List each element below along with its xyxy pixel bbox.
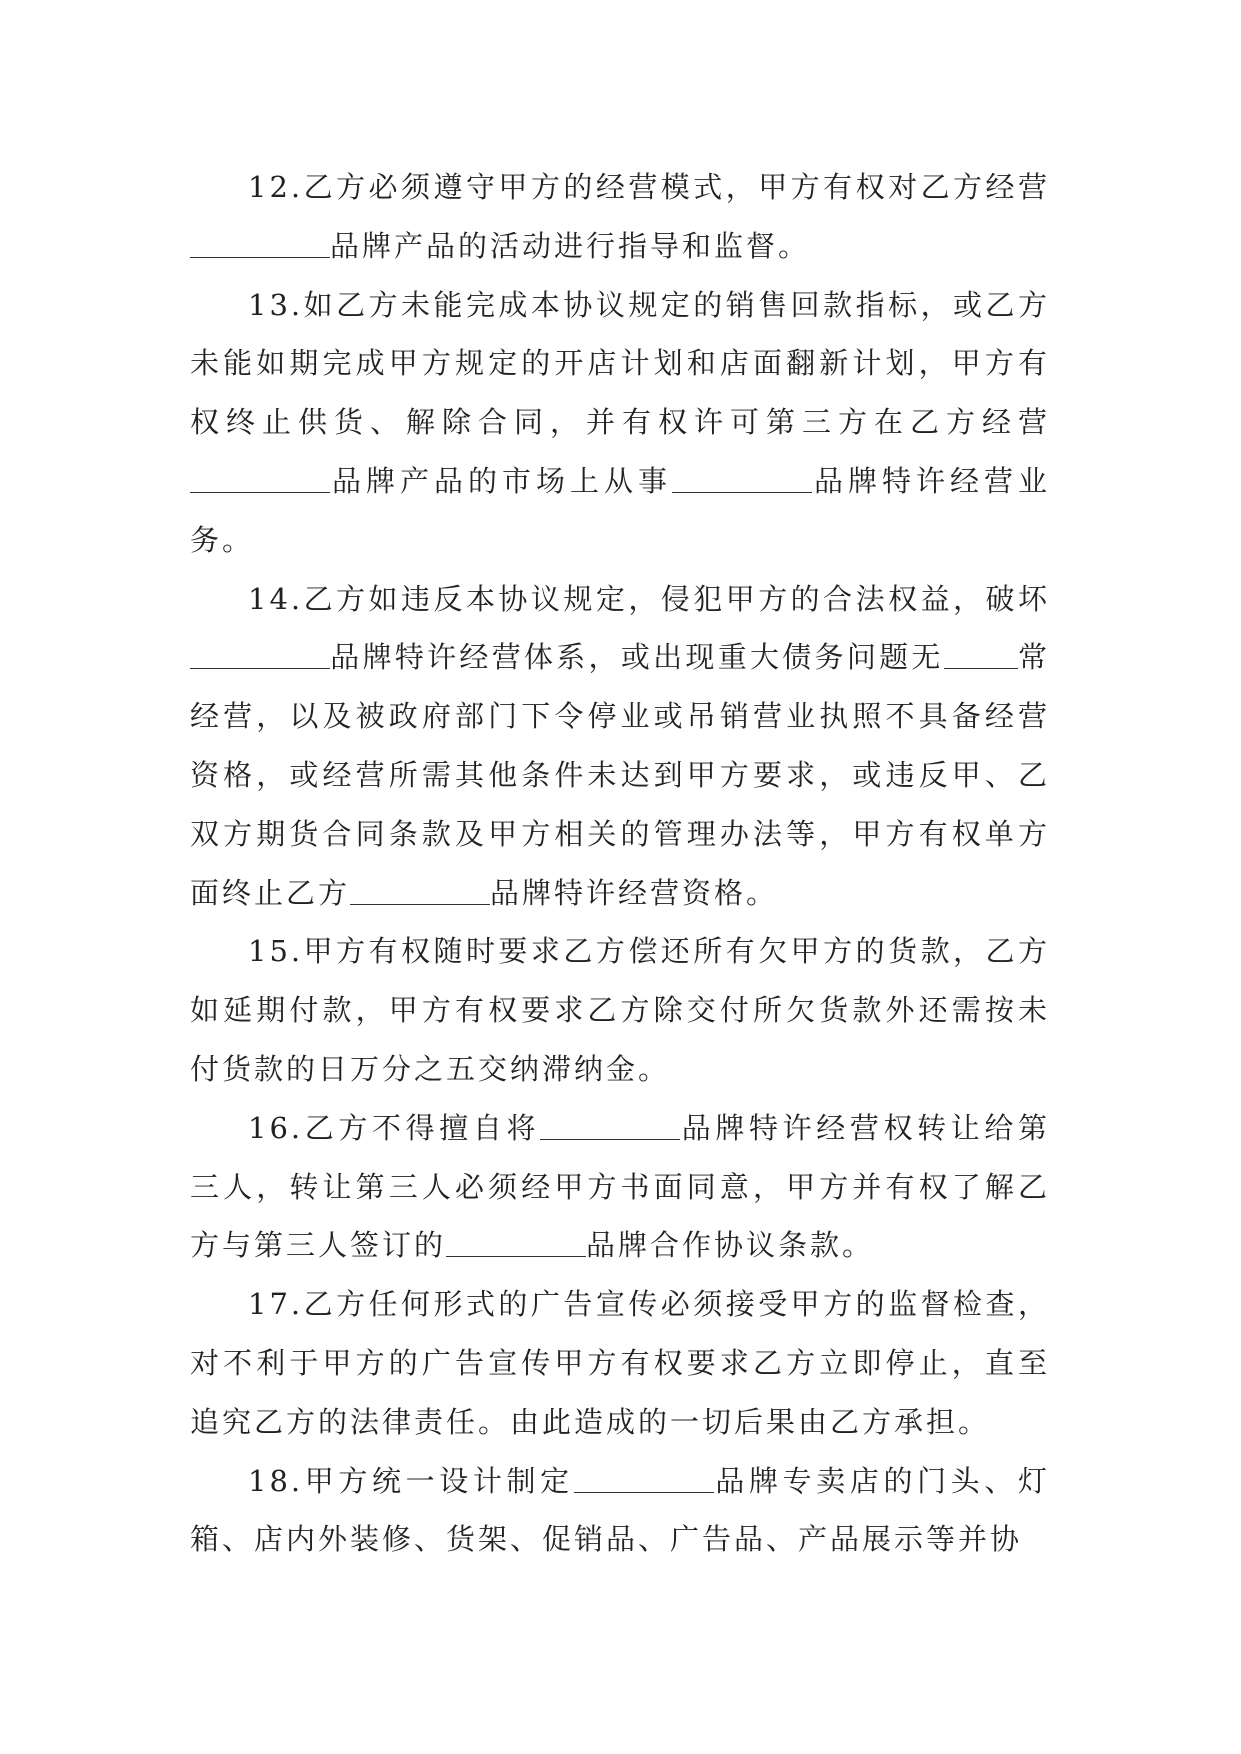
clause-15: [190, 922, 1050, 1098]
clause-text: 13.如乙方未能完成本协议规定的销售回款指标，或乙方未能如期完成甲方规定的开店计划和店面翻新计划，甲方有权终止供货、解除合同，并有权许可第三方在乙方经营: [190, 287, 1050, 440]
fill-in-blank: [574, 1463, 714, 1493]
clause-text: 品牌合作协议条款。: [586, 1228, 875, 1263]
clause-text: 14.乙方如违反本协议规定，侵犯甲方的合法权益，破坏: [248, 581, 1050, 616]
clause-text: 品牌产品的市场上从事: [330, 463, 672, 498]
clause-16: [190, 1099, 1050, 1275]
fill-in-blank: [190, 228, 330, 258]
fill-in-blank: [672, 463, 812, 493]
fill-in-blank: [190, 463, 330, 493]
clause-text: 常经营，以及被政府部门下令停业或吊销营业执照不具备经营资格，或经营所需其他条件未达到甲方要求，或违反甲、乙双方期货合同条款及甲方相关的管理办法等，甲方有权单方面终止乙方: [190, 640, 1050, 910]
clause-text: 12.乙方必须遵守甲方的经营模式，甲方有权对乙方经营: [248, 170, 1050, 204]
clause-text: 品牌特许经营业务。: [190, 463, 1050, 557]
clause-text: 品牌专卖店的门头、灯箱、店内外装修、货架、促销品、广告品、产品展示等并协: [190, 1463, 1050, 1557]
clause-text: 品牌特许经营资格。: [490, 875, 779, 910]
clause-text: 17.乙方任何形式的广告宣传必须接受甲方的监督检查，对不利于甲方的广告宣传甲方有权要求乙方立即停止，直至追究乙方的法律责任。由此造成的一切后果由乙方承担。: [190, 1287, 1050, 1439]
clause-text: 18.甲方统一设计制定: [248, 1463, 574, 1498]
document-body: [190, 158, 1050, 1569]
clause-17: [190, 1275, 1050, 1451]
fill-in-blank: [190, 639, 330, 669]
clause-text: 品牌特许经营体系，或出现重大债务问题无: [330, 640, 944, 675]
fill-in-blank: [944, 639, 1018, 669]
clause-12: [190, 158, 1050, 276]
clause-14: [190, 570, 1050, 923]
clause-text: 16.乙方不得擅自将: [248, 1110, 541, 1145]
fill-in-blank: [350, 875, 490, 905]
clause-text: 品牌产品的活动进行指导和监督。: [330, 228, 811, 263]
fill-in-blank: [540, 1110, 680, 1140]
clause-text: 15.甲方有权随时要求乙方偿还所有欠甲方的货款，乙方如延期付款，甲方有权要求乙方除交付所欠货款外还需按未付货款的日万分之五交纳滞纳金。: [190, 934, 1050, 1086]
clause-18: [190, 1452, 1050, 1570]
clause-text: 品牌特许经营权转让给第三人，转让第三人必须经甲方书面同意，甲方并有权了解乙方与第三人签订的: [190, 1110, 1050, 1263]
fill-in-blank: [446, 1227, 586, 1257]
clause-13: [190, 276, 1050, 570]
